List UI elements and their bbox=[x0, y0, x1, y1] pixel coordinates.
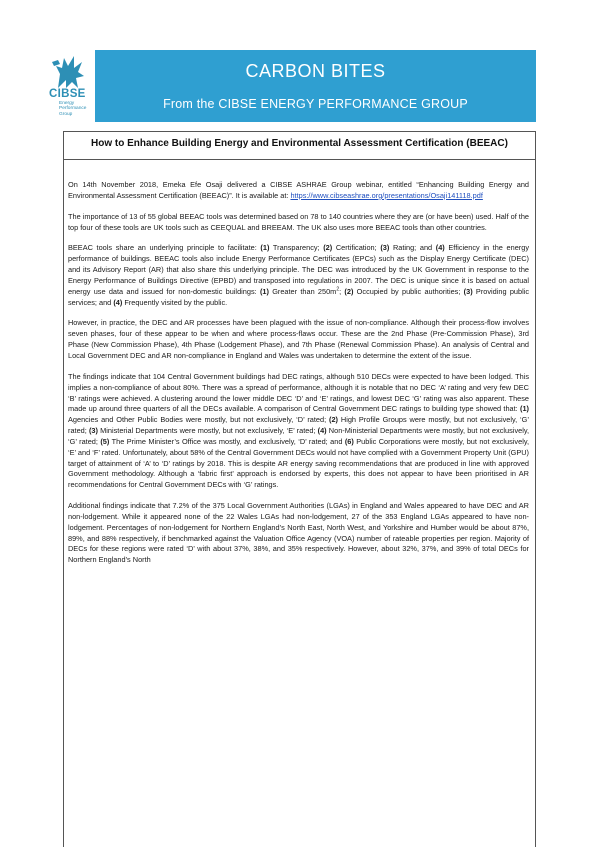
logo-wordmark: CIBSE bbox=[49, 88, 86, 100]
griffin-icon bbox=[44, 52, 94, 92]
logo-subtext: Energy Performance Group bbox=[59, 101, 87, 117]
banner-subtitle: From the CIBSE ENERGY PERFORMANCE GROUP bbox=[163, 97, 468, 111]
paragraph-importance: The importance of 13 of 55 global BEEAC tools was determined based on 78 to 140 countries where they are (or have been) used. Half of the top four of these tools are UK tools such as CEEQUAL and BREEAM. The UK also uses more BEEAC tools than other countries. bbox=[68, 211, 529, 232]
paragraph-non-compliance: However, in practice, the DEC and AR processes have been plagued with the issue of non-compliance. Although their process-flow involves seven phases, four of these appear to be when and where process-flaws occur. These are the 2nd Phase (Pre-Commission Phase), 3rd Phase (New Commission Phase), 4th Phase (Lodgement Phase), and 7th Phase (Renewal Commission Phase). An analysis of Central and Local Government DEC and AR non-compliance in England and Wales was undertaken to determine the extent of the issue. bbox=[68, 318, 529, 360]
header-banner bbox=[95, 50, 536, 122]
webinar-link[interactable]: https://www.cibseashrae.org/presentations/Osaji141118.pdf bbox=[290, 190, 483, 200]
banner-title: CARBON BITES bbox=[245, 61, 386, 81]
article-heading-row bbox=[64, 132, 535, 160]
paragraph-findings: The findings indicate that 104 Central Government buildings had DEC ratings, although 510 DECs were expected to have been lodged. This implies a non-compliance of about 80%. There was a spread of performance, although it is notable that no DEC ‘A’ rating and very few DEC ‘B’ ratings were achieved. A clustering around the lower middle DEC ‘D’ and ‘E’ ratings, and lowest DEC ‘G’ rating was also apparent. These made up around three quarters of all the DECs available. A comparison of Central Government DEC ratings to building type showed that: (1) Agencies and Other Public Bodies were mostly, but not exclusively, ‘D’ rated; (2) High Profile Groups were mostly, but not exclusively, ‘G’ rated; (3) Ministerial Departments were mostly, but not exclusively, ‘E’ rated; (4) Non-Ministerial Departments were mostly, but not exclusively, ‘G’ rated; (5) The Prime Minister’s Office was mostly, and exclusively, ‘D’ rated; and (6) Public Corporations were mostly, but not exclusively, ‘E’ and ‘F’ rated. Unfortunately, about 58% of the Central Government DECs would not have complied with a Government Property Unit (GPU) target of attainment of ‘A’ to ‘D’ ratings by 2018. This is despite AR energy saving recommendations that are produced in line with approved Government methodology. Although a ‘fabric first’ approach is endorsed by experts, this does not appear to have been prioritised in AR recommendations for Central Government DECs with ‘G’ ratings. bbox=[68, 371, 529, 490]
paragraph-principle: BEEAC tools share an underlying principle to facilitate: (1) Transparency; (2) Certification; (3) Rating; and (4) Efficiency in the energy performance of buildings. BEEAC tools also include Energy Performance Certificates (EPCs) such as the Display Energy Certificate (DEC) and its Advisory Report (AR) that also share this underlying principle. The DEC was introduced by the UK Government in response to the Energy Performance of Buildings Directive (EPBD) and transposed into regulations in 2007. The DEC is unique since it is based on actual energy use data and issued for non-domestic buildings: (1) Greater than $250m^2$; (2) Occupied by public authorities; (3) Providing public services; and (4) Frequently visited by the public. bbox=[68, 243, 530, 307]
paragraph-intro: On 14th November 2018, Emeka Efe Osaji delivered a CIBSE ASHRAE Group webinar, entitled “Enhancing Building Energy and Environmental Assessment Certification (BEEAC)”. It is available at: https://www.cibseashrae.org/presentations/Osaji141118.pdf bbox=[68, 180, 529, 200]
article-title: How to Enhance Building Energy and Environmental Assessment Certification (BEEAC) bbox=[91, 138, 508, 149]
paragraph-additional-findings: Additional findings indicate that 7.2% of the 375 Local Government Authorities (LGAs) in England and Wales appeared to have DEC and AR non-lodgement. While it appeared none of the 22 Wales LGAs had non-lodgement, 27 of the 353 England LGAs appeared to have non-lodgement. Percentages of non-lodgement for Northern England’s North East, North West, and Yorkshire and Humber would be about 87%, 89%, and 88% respectively, if benchmarked against the Valuation Office Agency (VOA) number of rateable properties per region. Majority of DECs for these regions were rated ‘D’ with about 37%, 38%, and 35% respectively. However, about 32%, 37%, and 39% of total DECs for Northern England’s North bbox=[68, 501, 529, 565]
article-frame bbox=[63, 131, 536, 847]
article-body bbox=[68, 180, 529, 576]
